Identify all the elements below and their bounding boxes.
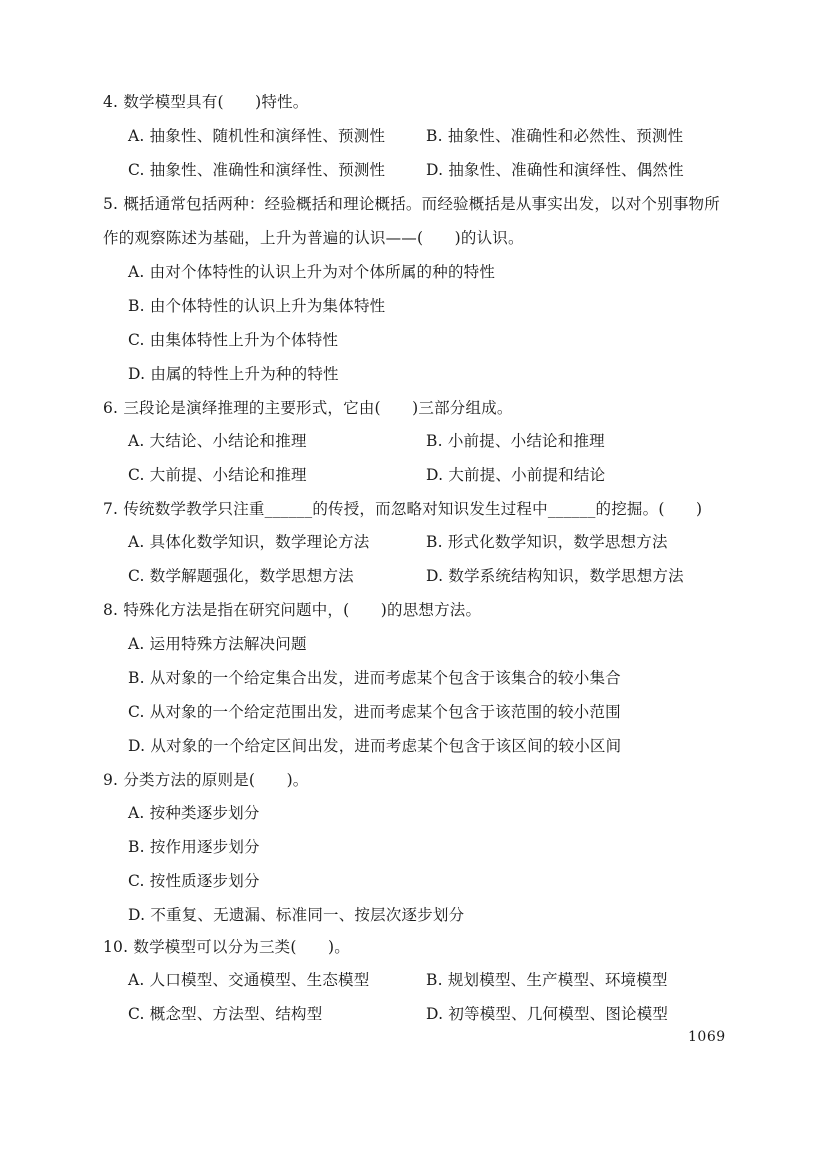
question-9-stem: 9. 分类方法的原则是( )。	[103, 771, 309, 789]
question-7-stem: 7. 传统数学教学只注重______的传授，而忽略对知识发生过程中______的挖掘。( )	[103, 500, 703, 518]
question-9-option-d: D. 不重复、无遗漏、标准同一、按层次逐步划分	[128, 906, 465, 924]
question-4-option-a: A. 抽象性、随机性和演绎性、预测性	[128, 127, 386, 145]
question-7-option-a: A. 具体化数学知识，数学理论方法	[128, 533, 370, 551]
question-9-option-c: C. 按性质逐步划分	[128, 872, 260, 890]
question-9-option-a: A. 按种类逐步划分	[128, 804, 260, 822]
question-5-stem-line-2: 作的观察陈述为基础，上升为普遍的认识——( )的认识。	[103, 229, 524, 247]
question-9-option-b: B. 按作用逐步划分	[128, 838, 260, 856]
question-6-option-c: C. 大前提、小结论和推理	[128, 466, 307, 484]
question-6-option-b: B. 小前提、小结论和推理	[426, 432, 605, 450]
question-8-option-d: D. 从对象的一个给定区间出发，进而考虑某个包含于该区间的较小区间	[128, 737, 622, 755]
question-10-stem: 10. 数学模型可以分为三类( )。	[103, 938, 350, 956]
question-6-option-d: D. 大前提、小前提和结论	[426, 466, 606, 484]
question-5-option-a: A. 由对个体特性的认识上升为对个体所属的种的特性	[128, 263, 496, 281]
question-6-stem: 6. 三段论是演绎推理的主要形式，它由( )三部分组成。	[103, 399, 513, 417]
question-10-option-b: B. 规划模型、生产模型、环境模型	[426, 971, 668, 989]
question-7-option-b: B. 形式化数学知识，数学思想方法	[426, 533, 668, 551]
question-5-stem-line-1: 5. 概括通常包括两种：经验概括和理论概括。而经验概括是从事实出发，以对个别事物所	[103, 195, 720, 213]
question-5-option-d: D. 由属的特性上升为种的特性	[128, 365, 339, 383]
question-10-option-a: A. 人口模型、交通模型、生态模型	[128, 971, 370, 989]
page-number: 1069	[688, 1029, 726, 1045]
question-7-option-c: C. 数学解题强化，数学思想方法	[128, 567, 354, 585]
question-4-option-b: B. 抽象性、准确性和必然性、预测性	[426, 127, 684, 145]
question-8-option-a: A. 运用特殊方法解决问题	[128, 635, 307, 653]
question-10-option-c: C. 概念型、方法型、结构型	[128, 1005, 323, 1023]
question-6-option-a: A. 大结论、小结论和推理	[128, 432, 307, 450]
question-8-option-c: C. 从对象的一个给定范围出发，进而考虑某个包含于该范围的较小范围	[128, 703, 621, 721]
question-10-option-d: D. 初等模型、几何模型、图论模型	[426, 1005, 669, 1023]
question-5-option-c: C. 由集体特性上升为个体特性	[128, 331, 339, 349]
question-4-stem: 4. 数学模型具有( )特性。	[103, 93, 309, 111]
question-4-option-c: C. 抽象性、准确性和演绎性、预测性	[128, 161, 386, 179]
question-8-option-b: B. 从对象的一个给定集合出发，进而考虑某个包含于该集合的较小集合	[128, 669, 621, 687]
question-7-option-d: D. 数学系统结构知识，数学思想方法	[426, 567, 684, 585]
question-5-option-b: B. 由个体特性的认识上升为集体特性	[128, 297, 386, 315]
question-4-option-d: D. 抽象性、准确性和演绎性、偶然性	[426, 161, 684, 179]
question-8-stem: 8. 特殊化方法是指在研究问题中，( )的思想方法。	[103, 601, 482, 619]
